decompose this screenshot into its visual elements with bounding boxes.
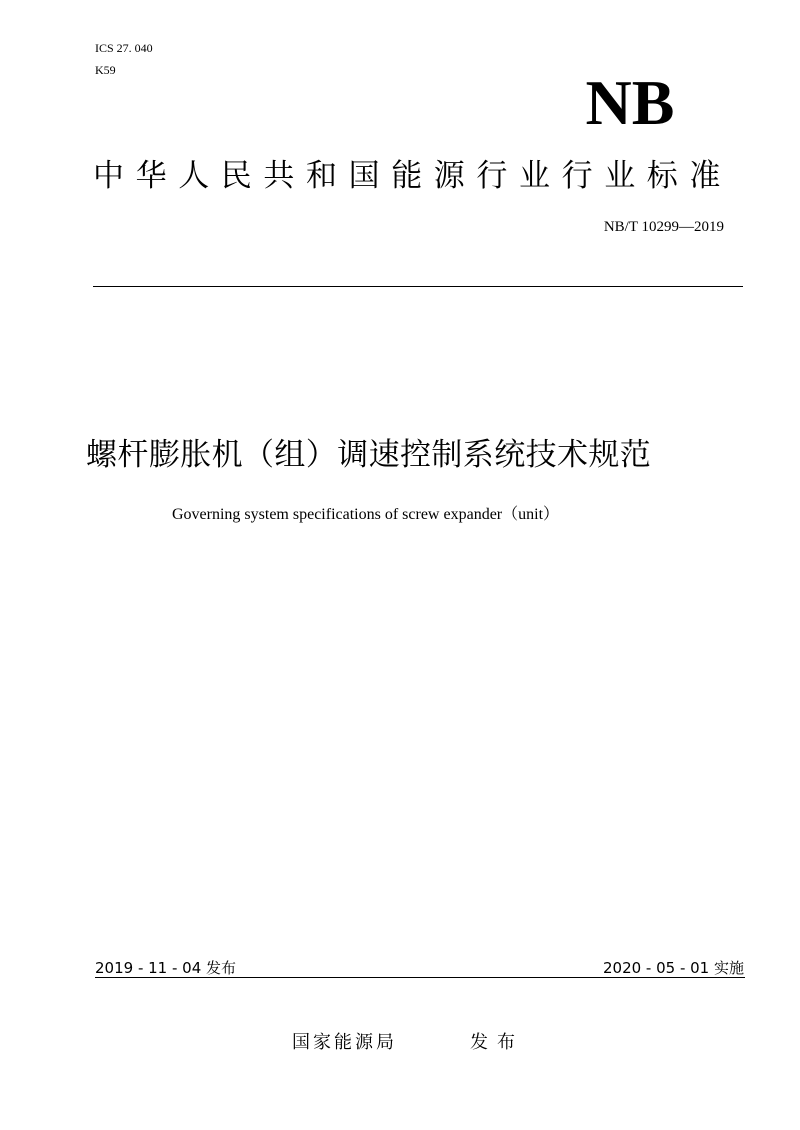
ics-code: ICS 27. 040	[95, 41, 153, 55]
publisher-name: 国家能源局	[292, 1032, 397, 1053]
nb-logo-text: NB	[585, 72, 675, 132]
nb-logo-mark	[550, 72, 710, 132]
publish-label: 发布	[470, 1032, 524, 1053]
nb-logo	[550, 72, 710, 132]
document-title-en: Governing system specifications of screw expander（unit）	[172, 506, 560, 523]
header-divider	[93, 286, 743, 287]
standard-number: NB/T 10299—2019	[603, 219, 724, 235]
issue-date: 2019 - 11 - 04 发布	[95, 959, 237, 977]
implementation-date: 2020 - 05 - 01 实施	[602, 959, 744, 977]
classification-code: K59	[95, 63, 116, 77]
standard-type-title: 中华人民共和国能源行业行业标准	[93, 158, 732, 194]
document-title-cn: 螺杆膨胀机（组）调速控制系统技术规范	[86, 437, 652, 473]
date-divider	[95, 977, 745, 978]
